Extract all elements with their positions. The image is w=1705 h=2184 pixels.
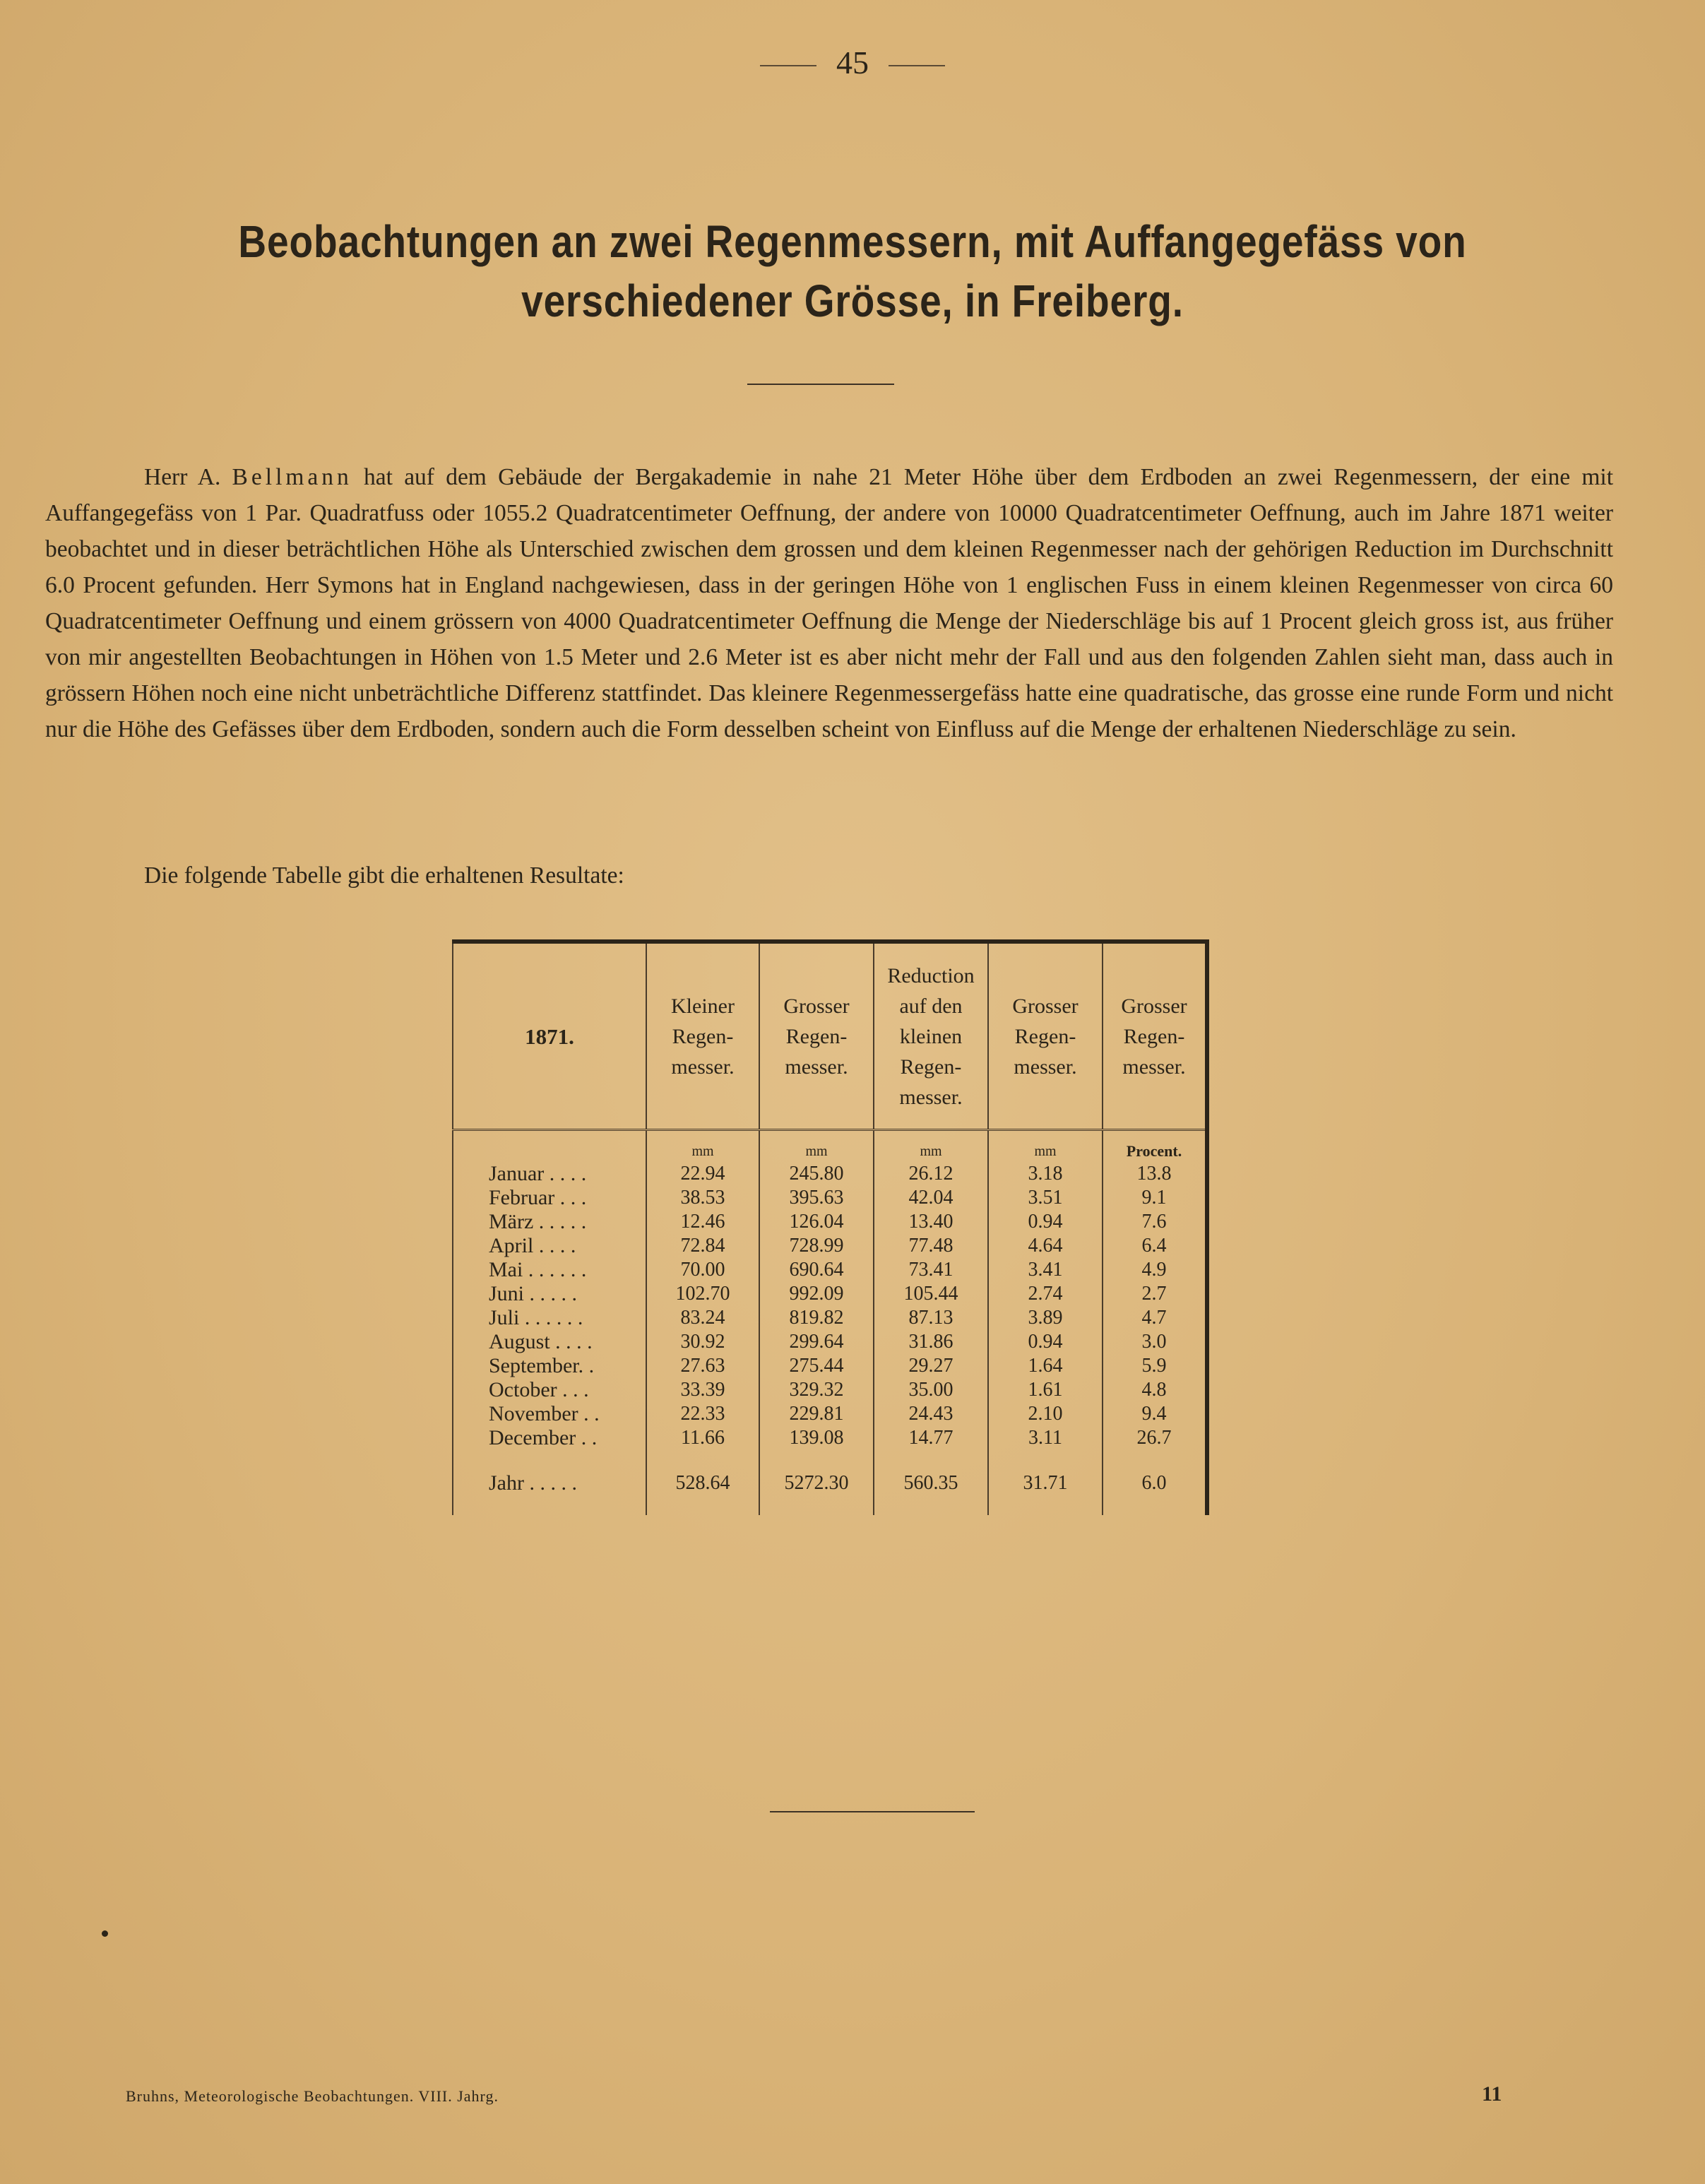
col-header-kleiner [646,942,759,1130]
table-header-row [453,942,1207,1130]
value-cell: 11.66 [646,1426,759,1450]
total-row [453,1450,1207,1515]
value-cell: 73.41 [874,1258,988,1282]
total-value-cell: 6.0 [1103,1450,1207,1515]
value-cell: 7.6 [1103,1210,1207,1234]
col-header-line: Regen- [1014,1024,1076,1048]
footer-citation: Bruhns, Meteorologische Beobachtungen. VIII. Jahrg. [126,2087,499,2105]
value-cell: 13.8 [1103,1162,1207,1186]
value-cell: 9.1 [1103,1186,1207,1210]
table-row [453,1258,1207,1282]
value-cell: 27.63 [646,1354,759,1378]
value-cell: 22.94 [646,1162,759,1186]
value-cell: 4.7 [1103,1306,1207,1330]
value-cell: 3.0 [1103,1330,1207,1354]
value-cell: 5.9 [1103,1354,1207,1378]
table-row [453,1210,1207,1234]
col-header-line: Regen- [672,1024,734,1048]
value-cell: 30.92 [646,1330,759,1354]
value-cell: 329.32 [759,1378,874,1402]
value-cell: 2.10 [988,1402,1103,1426]
table-row [453,1282,1207,1306]
month-label: October . . . [453,1378,646,1402]
value-cell: 275.44 [759,1354,874,1378]
value-cell: 38.53 [646,1186,759,1210]
ink-speck [102,1930,108,1937]
table-row [453,1234,1207,1258]
unit-label: mm [988,1130,1103,1163]
value-cell: 9.4 [1103,1402,1207,1426]
table-row [453,1402,1207,1426]
value-cell: 2.7 [1103,1282,1207,1306]
value-cell: 3.18 [988,1162,1103,1186]
col-header-line: Grosser [783,994,850,1018]
value-cell: 139.08 [759,1426,874,1450]
footer-signature: 11 [1482,2082,1502,2106]
value-cell: 819.82 [759,1306,874,1330]
units-blank [453,1130,646,1163]
value-cell: 229.81 [759,1402,874,1426]
value-cell: 3.11 [988,1426,1103,1450]
paragraph-text: hat auf dem Gebäude der Bergakademie in nahe 21 Meter Höhe über dem Erdboden an zwei Regenmessern, der eine mit Auffangegefäss von 1 Par. Quadratfuss oder 1055.2 Quadratcentimeter Oeffnung, der andere von 10000 Quadratcentimeter Oeffnung, auch im Jahre 1871 weiter beobachtet und in dieser beträchtlichen Höhe als Unterschied zwischen dem grossen und dem kleinen Regenmesser nach der gehörigen Reduction im Durchschnitt 6.0 Procent gefunden. Herr Symons hat in England nachgewiesen, dass in der geringen Höhe von 1 englischen Fuss in einem kleinen Regenmesser von circa 60 Quadratcentimeter Oeffnung und einem grössern von 4000 Quadratcentimeter Oeffnung die Menge der Niederschläge bis auf 1 Procent gleich gross ist, aus früher von mir angestellten Beobachtungen in Höhen von 1.5 Meter und 2.6 Meter ist es aber nicht mehr der Fall und aus den folgenden Zahlen sieht man, dass auch in grössern Höhen noch eine nicht unbeträchtliche Differenz stattfindet. Das kleinere Regenmessergefäss hatte eine quadratische, das grosse eine runde Form und nicht nur die Höhe des Gefässes über dem Erdboden, sondern auch die Form desselben scheint von Einfluss auf die Menge der erhaltenen Niederschläge zu sein. [45,464,1613,742]
col-header-line: Reduction [887,963,975,987]
month-label: November . . [453,1402,646,1426]
month-label: Januar . . . . [453,1162,646,1186]
value-cell: 77.48 [874,1234,988,1258]
col-header-line: messer. [1014,1055,1077,1079]
total-label: Jahr . . . . . [453,1450,646,1515]
page-number-dash-left [760,65,816,66]
title-line-2: verschiedener Grösse, in Freiberg. [521,275,1184,326]
table-row [453,1378,1207,1402]
value-cell: 992.09 [759,1282,874,1306]
month-label: August . . . . [453,1330,646,1354]
col-header-line: messer. [1122,1055,1186,1079]
value-cell: 3.89 [988,1306,1103,1330]
value-cell: 22.33 [646,1402,759,1426]
value-cell: 105.44 [874,1282,988,1306]
value-cell: 14.77 [874,1426,988,1450]
col-header-line: Regen- [1123,1024,1185,1048]
rainfall-table [452,939,1209,1515]
table-row [453,1162,1207,1186]
value-cell: 2.74 [988,1282,1103,1306]
title-divider [747,384,894,385]
end-divider [770,1811,975,1812]
unit-label: mm [874,1130,988,1163]
table-row [453,1426,1207,1450]
col-header-reduction [874,942,988,1130]
article-title [229,212,1476,331]
table-row [453,1330,1207,1354]
unit-label: mm [646,1130,759,1163]
paragraph-lead: Herr A. [144,464,232,490]
value-cell: 24.43 [874,1402,988,1426]
table-row [453,1354,1207,1378]
value-cell: 83.24 [646,1306,759,1330]
value-cell: 4.64 [988,1234,1103,1258]
month-label: Juli . . . . . . [453,1306,646,1330]
col-header-line: Regen- [785,1024,848,1048]
col-header-difference [988,942,1103,1130]
month-label: Februar . . . [453,1186,646,1210]
col-header-line: messer. [785,1055,848,1079]
month-label: Mai . . . . . . [453,1258,646,1282]
col-header-line: kleinen [899,1024,963,1048]
value-cell: 26.12 [874,1162,988,1186]
value-cell: 12.46 [646,1210,759,1234]
value-cell: 0.94 [988,1210,1103,1234]
page-number [0,44,1705,81]
table-row [453,1186,1207,1210]
title-line-1: Beobachtungen an zwei Regenmessern, mit Auffangegefäss von [238,216,1467,267]
total-value-cell: 560.35 [874,1450,988,1515]
month-label: April . . . . [453,1234,646,1258]
value-cell: 395.63 [759,1186,874,1210]
total-value-cell: 528.64 [646,1450,759,1515]
col-header-line: Grosser [1012,994,1079,1018]
unit-label: mm [759,1130,874,1163]
value-cell: 102.70 [646,1282,759,1306]
table-intro: Die folgende Tabelle gibt die erhaltenen Resultate: [144,862,624,889]
col-header-line: Grosser [1121,994,1187,1018]
month-label: December . . [453,1426,646,1450]
col-header-line: Regen- [900,1055,962,1079]
value-cell: 13.40 [874,1210,988,1234]
col-header-line: Kleiner [671,994,735,1018]
value-cell: 1.61 [988,1378,1103,1402]
value-cell: 6.4 [1103,1234,1207,1258]
total-value-cell: 5272.30 [759,1450,874,1515]
unit-label: Procent. [1103,1130,1207,1163]
value-cell: 1.64 [988,1354,1103,1378]
units-row [453,1130,1207,1163]
col-header-percent [1103,942,1207,1130]
value-cell: 299.64 [759,1330,874,1354]
value-cell: 245.80 [759,1162,874,1186]
month-label: März . . . . . [453,1210,646,1234]
total-value-cell: 31.71 [988,1450,1103,1515]
value-cell: 126.04 [759,1210,874,1234]
col-header-line: auf den [899,994,963,1018]
value-cell: 0.94 [988,1330,1103,1354]
value-cell: 35.00 [874,1378,988,1402]
body-paragraph [45,459,1613,747]
page-number-text: 45 [836,44,869,81]
month-label: September. . [453,1354,646,1378]
col-header-grosser [759,942,874,1130]
value-cell: 728.99 [759,1234,874,1258]
value-cell: 31.86 [874,1330,988,1354]
col-header-line: messer. [899,1085,963,1109]
table-row [453,1306,1207,1330]
value-cell: 42.04 [874,1186,988,1210]
value-cell: 4.8 [1103,1378,1207,1402]
table-body [453,1130,1207,1516]
value-cell: 33.39 [646,1378,759,1402]
value-cell: 3.51 [988,1186,1103,1210]
value-cell: 4.9 [1103,1258,1207,1282]
paragraph-person-name: Bellmann [232,464,352,490]
page-number-dash-right [889,65,945,66]
value-cell: 3.41 [988,1258,1103,1282]
value-cell: 690.64 [759,1258,874,1282]
value-cell: 29.27 [874,1354,988,1378]
col-header-line: messer. [671,1055,735,1079]
year-header: 1871. [453,942,646,1130]
value-cell: 70.00 [646,1258,759,1282]
month-label: Juni . . . . . [453,1282,646,1306]
value-cell: 26.7 [1103,1426,1207,1450]
value-cell: 87.13 [874,1306,988,1330]
value-cell: 72.84 [646,1234,759,1258]
